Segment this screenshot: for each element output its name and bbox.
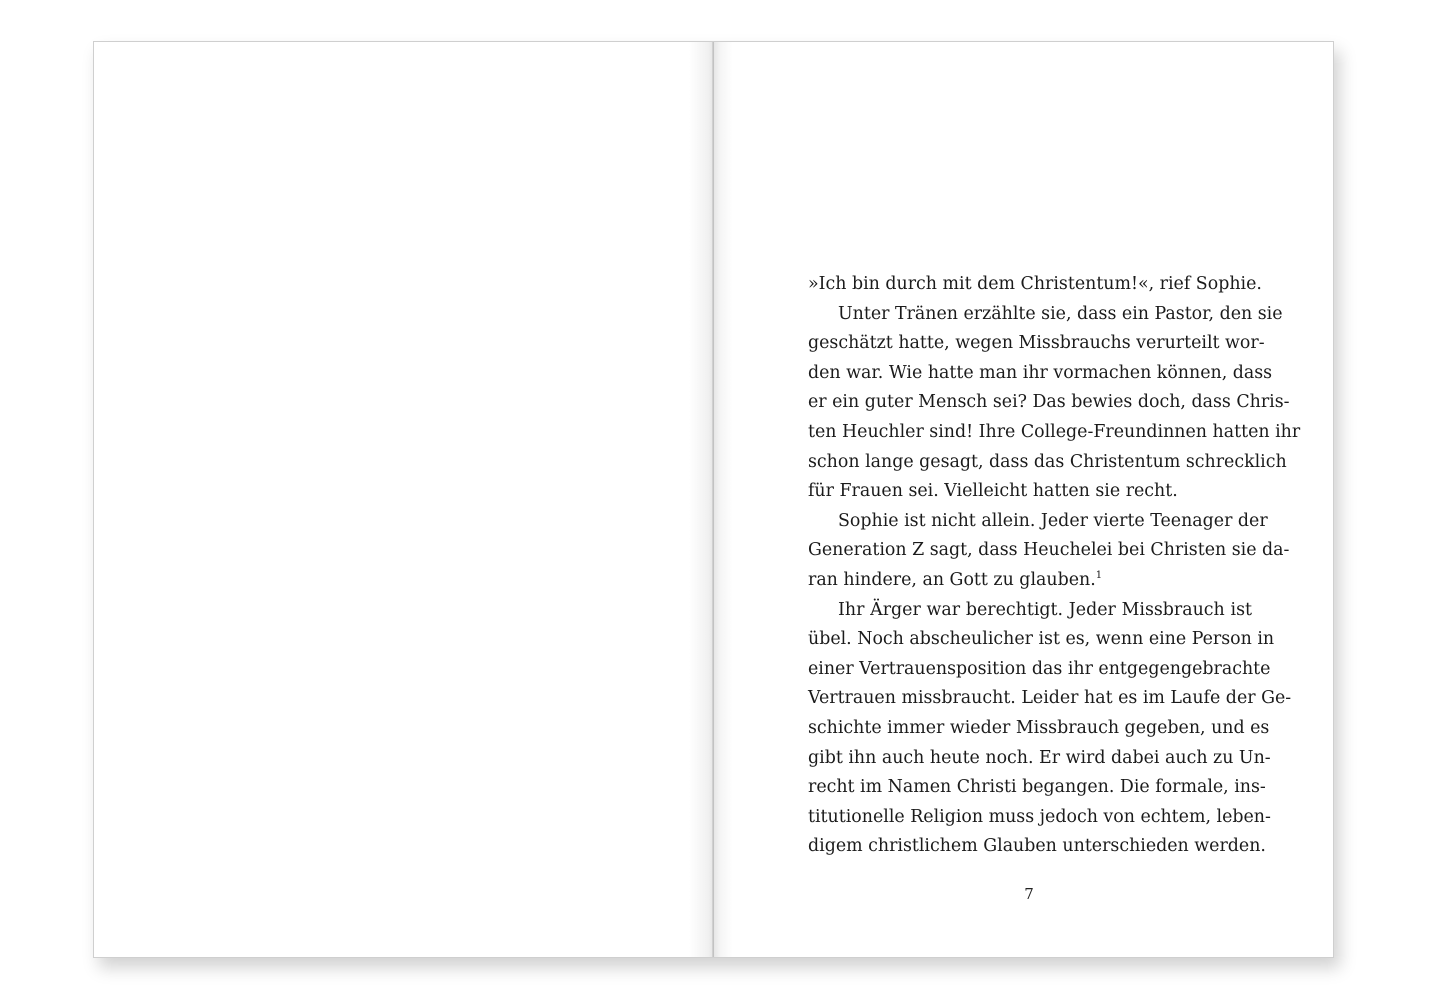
footnote-marker[interactable]: 1 bbox=[1095, 570, 1103, 582]
text-line: einer Vertrauensposition das ihr entgegengebrachte bbox=[808, 658, 1271, 679]
text-line: titutionelle Religion muss jedoch von echtem, leben- bbox=[808, 806, 1271, 827]
text-line: Vertrauen missbraucht. Leider hat es im Laufe der Ge- bbox=[808, 688, 1292, 709]
text-line: den war. Wie hatte man ihr vormachen können, dass bbox=[808, 362, 1273, 383]
text-line: schon lange gesagt, dass das Christentum schrecklich bbox=[808, 451, 1287, 472]
text-line: schichte immer wieder Missbrauch gegeben, und es bbox=[808, 717, 1270, 738]
text-line: er ein guter Mensch sei? Das bewies doch, dass Chris- bbox=[808, 392, 1290, 413]
text-line: Generation Z sagt, dass Heuchelei bei Christen sie da- bbox=[808, 540, 1290, 561]
text-line: ran hindere, an Gott zu glauben. bbox=[808, 569, 1096, 590]
text-line: geschätzt hatte, wegen Missbrauchs verurteilt wor- bbox=[808, 333, 1265, 354]
page-number: 7 bbox=[1024, 885, 1034, 903]
text-line: digem christlichem Glauben unterschieden werden. bbox=[808, 836, 1266, 857]
book-spread bbox=[93, 41, 1334, 958]
text-line: Ihr Ärger war berechtigt. Jeder Missbrauch ist bbox=[838, 599, 1252, 620]
text-line: übel. Noch abscheulicher ist es, wenn eine Person in bbox=[808, 629, 1275, 650]
right-page bbox=[714, 42, 1333, 957]
text-line: recht im Namen Christi begangen. Die formale, ins- bbox=[808, 777, 1266, 798]
text-line: für Frauen sei. Vielleicht hatten sie recht. bbox=[808, 481, 1178, 502]
body-text bbox=[808, 270, 1301, 862]
text-line: gibt ihn auch heute noch. Er wird dabei auch zu Un- bbox=[808, 747, 1271, 768]
text-line: »Ich bin durch mit dem Christentum!«, rief Sophie. bbox=[808, 274, 1262, 294]
text-line: Sophie ist nicht allein. Jeder vierte Teenager der bbox=[838, 510, 1268, 531]
text-line: Unter Tränen erzählte sie, dass ein Pastor, den sie bbox=[838, 303, 1283, 324]
text-line-with-footnote bbox=[808, 566, 1252, 596]
left-page-blank bbox=[94, 42, 714, 957]
text-line: ten Heuchler sind! Ihre College-Freundinnen hatten ihr bbox=[808, 421, 1301, 442]
